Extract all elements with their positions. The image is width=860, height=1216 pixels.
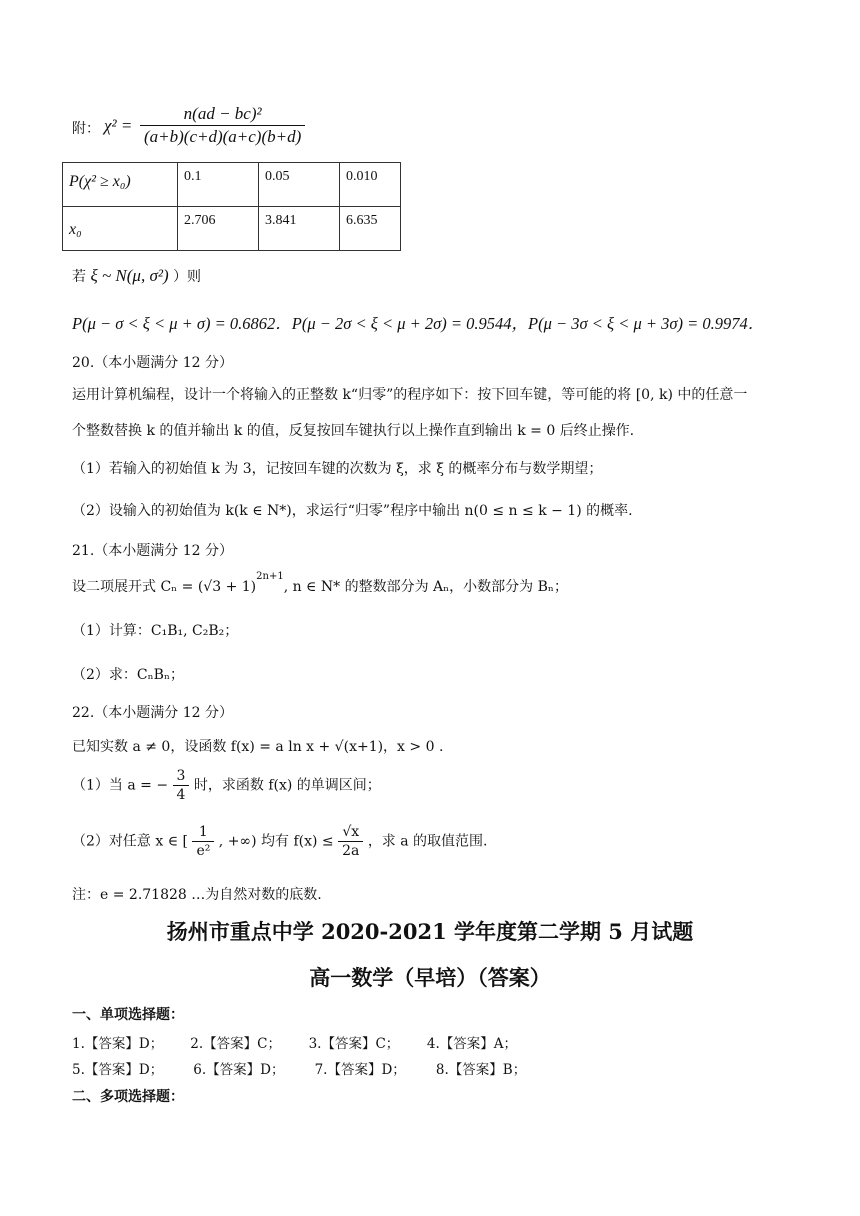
q20-paragraph-2: 个整数替换 k 的值并输出 k 的值，反复按回车键执行以上操作直到输出 k = 0 后终止操作. [72, 423, 635, 439]
answer-item: 7.【答案】D； [314, 1062, 406, 1078]
q21-header: 21.（本小题满分 12 分） [72, 543, 233, 559]
chi-square-numerator: n(ad − bc)² [140, 104, 305, 126]
q21-subquestion-2: （2）求：CₙBₙ； [72, 667, 185, 683]
q22-subquestion-1 [72, 768, 381, 803]
table-head-x0: x₀ [63, 207, 178, 251]
q20-paragraph-1: 运用计算机编程，设计一个将输入的正整数 k“归零”的程序如下：按下回车键，等可能的将 [0, k) 中的任意一 [72, 387, 748, 403]
q22-s2-frac2-numerator: √x [338, 824, 363, 842]
answer-item: 2.【答案】C； [190, 1036, 282, 1052]
answer-item: 1.【答案】D； [72, 1036, 164, 1052]
normal-probabilities: P(μ − σ < ξ < μ + σ) = 0.6862．P(μ − 2σ < ξ < μ + 2σ) = 0.9544，P(μ − 3σ < ξ < μ + 3σ) = 0.9974． [72, 314, 765, 333]
table-cell: 0.1 [178, 163, 259, 207]
q22-s2-frac1-denominator: e² [196, 843, 211, 859]
answer-item: 6.【答案】D； [193, 1062, 285, 1078]
chi-square-lhs: χ² = [104, 116, 133, 135]
table-cell: 2.706 [178, 207, 259, 251]
section-single-choice: 一、单项选择题： [72, 1007, 184, 1023]
answer-item: 5.【答案】D； [72, 1062, 164, 1078]
table-cell: 0.010 [340, 163, 401, 207]
q21-exponent: 2n+1 [256, 571, 284, 583]
chi-square-critical-table [62, 162, 401, 251]
normal-intro-math: ξ ~ N(μ, σ²) [90, 266, 169, 285]
q21-subquestion-1: （1）计算：C₁B₁, C₂B₂； [72, 623, 239, 639]
q22-s2-mid: , +∞) 均有 f(x) ≤ [218, 833, 334, 850]
answer-item: 3.【答案】C； [308, 1036, 400, 1052]
table-cell: 0.05 [259, 163, 340, 207]
q20-subquestion-2: （2）设输入的初始值为 k(k ∈ N*)，求运行“归零”程序中输出 n(0 ≤ n ≤ k − 1) 的概率. [72, 503, 633, 519]
section-multiple-choice: 二、多项选择题： [72, 1089, 184, 1105]
q22-note: 注：e = 2.71828 …为自然对数的底数. [72, 887, 322, 903]
q22-header: 22.（本小题满分 12 分） [72, 705, 233, 721]
normal-intro-post: ）则 [173, 269, 202, 285]
answer-item: 4.【答案】A； [426, 1036, 518, 1052]
normal-intro-pre: 若 [72, 269, 86, 285]
table-row [63, 207, 401, 251]
q22-s2-frac1-numerator: 1 [192, 824, 214, 842]
appendix-label: 附： [72, 121, 100, 137]
q21-expansion: 设二项展开式 Cₙ = (√3 + 1) [72, 579, 257, 595]
answer-subtitle: 高一数学（早培）（答案） [309, 965, 551, 990]
answers-row-2 [72, 1058, 553, 1078]
q22-s2-frac2-denominator: 2a [342, 843, 360, 859]
q22-s2-post: ，求 a 的取值范围. [367, 833, 488, 850]
q22-paragraph: 已知实数 a ≠ 0，设函数 f(x) = a ln x + √(x+1)，x > 0 . [72, 739, 444, 755]
q22-s2-pre: （2）对任意 x ∈ [ [72, 833, 188, 850]
table-cell: 3.841 [259, 207, 340, 251]
q20-header: 20.（本小题满分 12 分） [72, 355, 233, 371]
table-row [63, 163, 401, 207]
q21-paragraph [72, 571, 568, 596]
answer-title: 扬州市重点中学 2020-2021 学年度第二学期 5 月试题 [166, 919, 694, 944]
answer-item: 8.【答案】B； [435, 1062, 527, 1078]
normal-intro [72, 266, 201, 286]
q22-s1-pre: （1）当 a = − [72, 777, 169, 794]
q20-subquestion-1: （1）若输入的初始值 k 为 3，记按回车键的次数为 ξ，求 ξ 的概率分布与数学期望； [72, 461, 603, 477]
q21-parts: , n ∈ N* 的整数部分为 Aₙ，小数部分为 Bₙ； [283, 579, 568, 595]
table-head-prob: P(χ² ≥ x₀) [63, 163, 178, 207]
q22-subquestion-2 [72, 824, 488, 859]
q22-s1-denominator: 4 [176, 787, 186, 803]
answers-row-1 [72, 1032, 541, 1052]
q22-s1-numerator: 3 [173, 768, 190, 786]
chi-square-denominator: (a+b)(c+d)(a+c)(b+d) [144, 127, 302, 146]
chi-square-fraction [140, 104, 305, 147]
table-cell: 6.635 [340, 207, 401, 251]
q22-s1-post: 时，求函数 f(x) 的单调区间； [193, 777, 381, 794]
